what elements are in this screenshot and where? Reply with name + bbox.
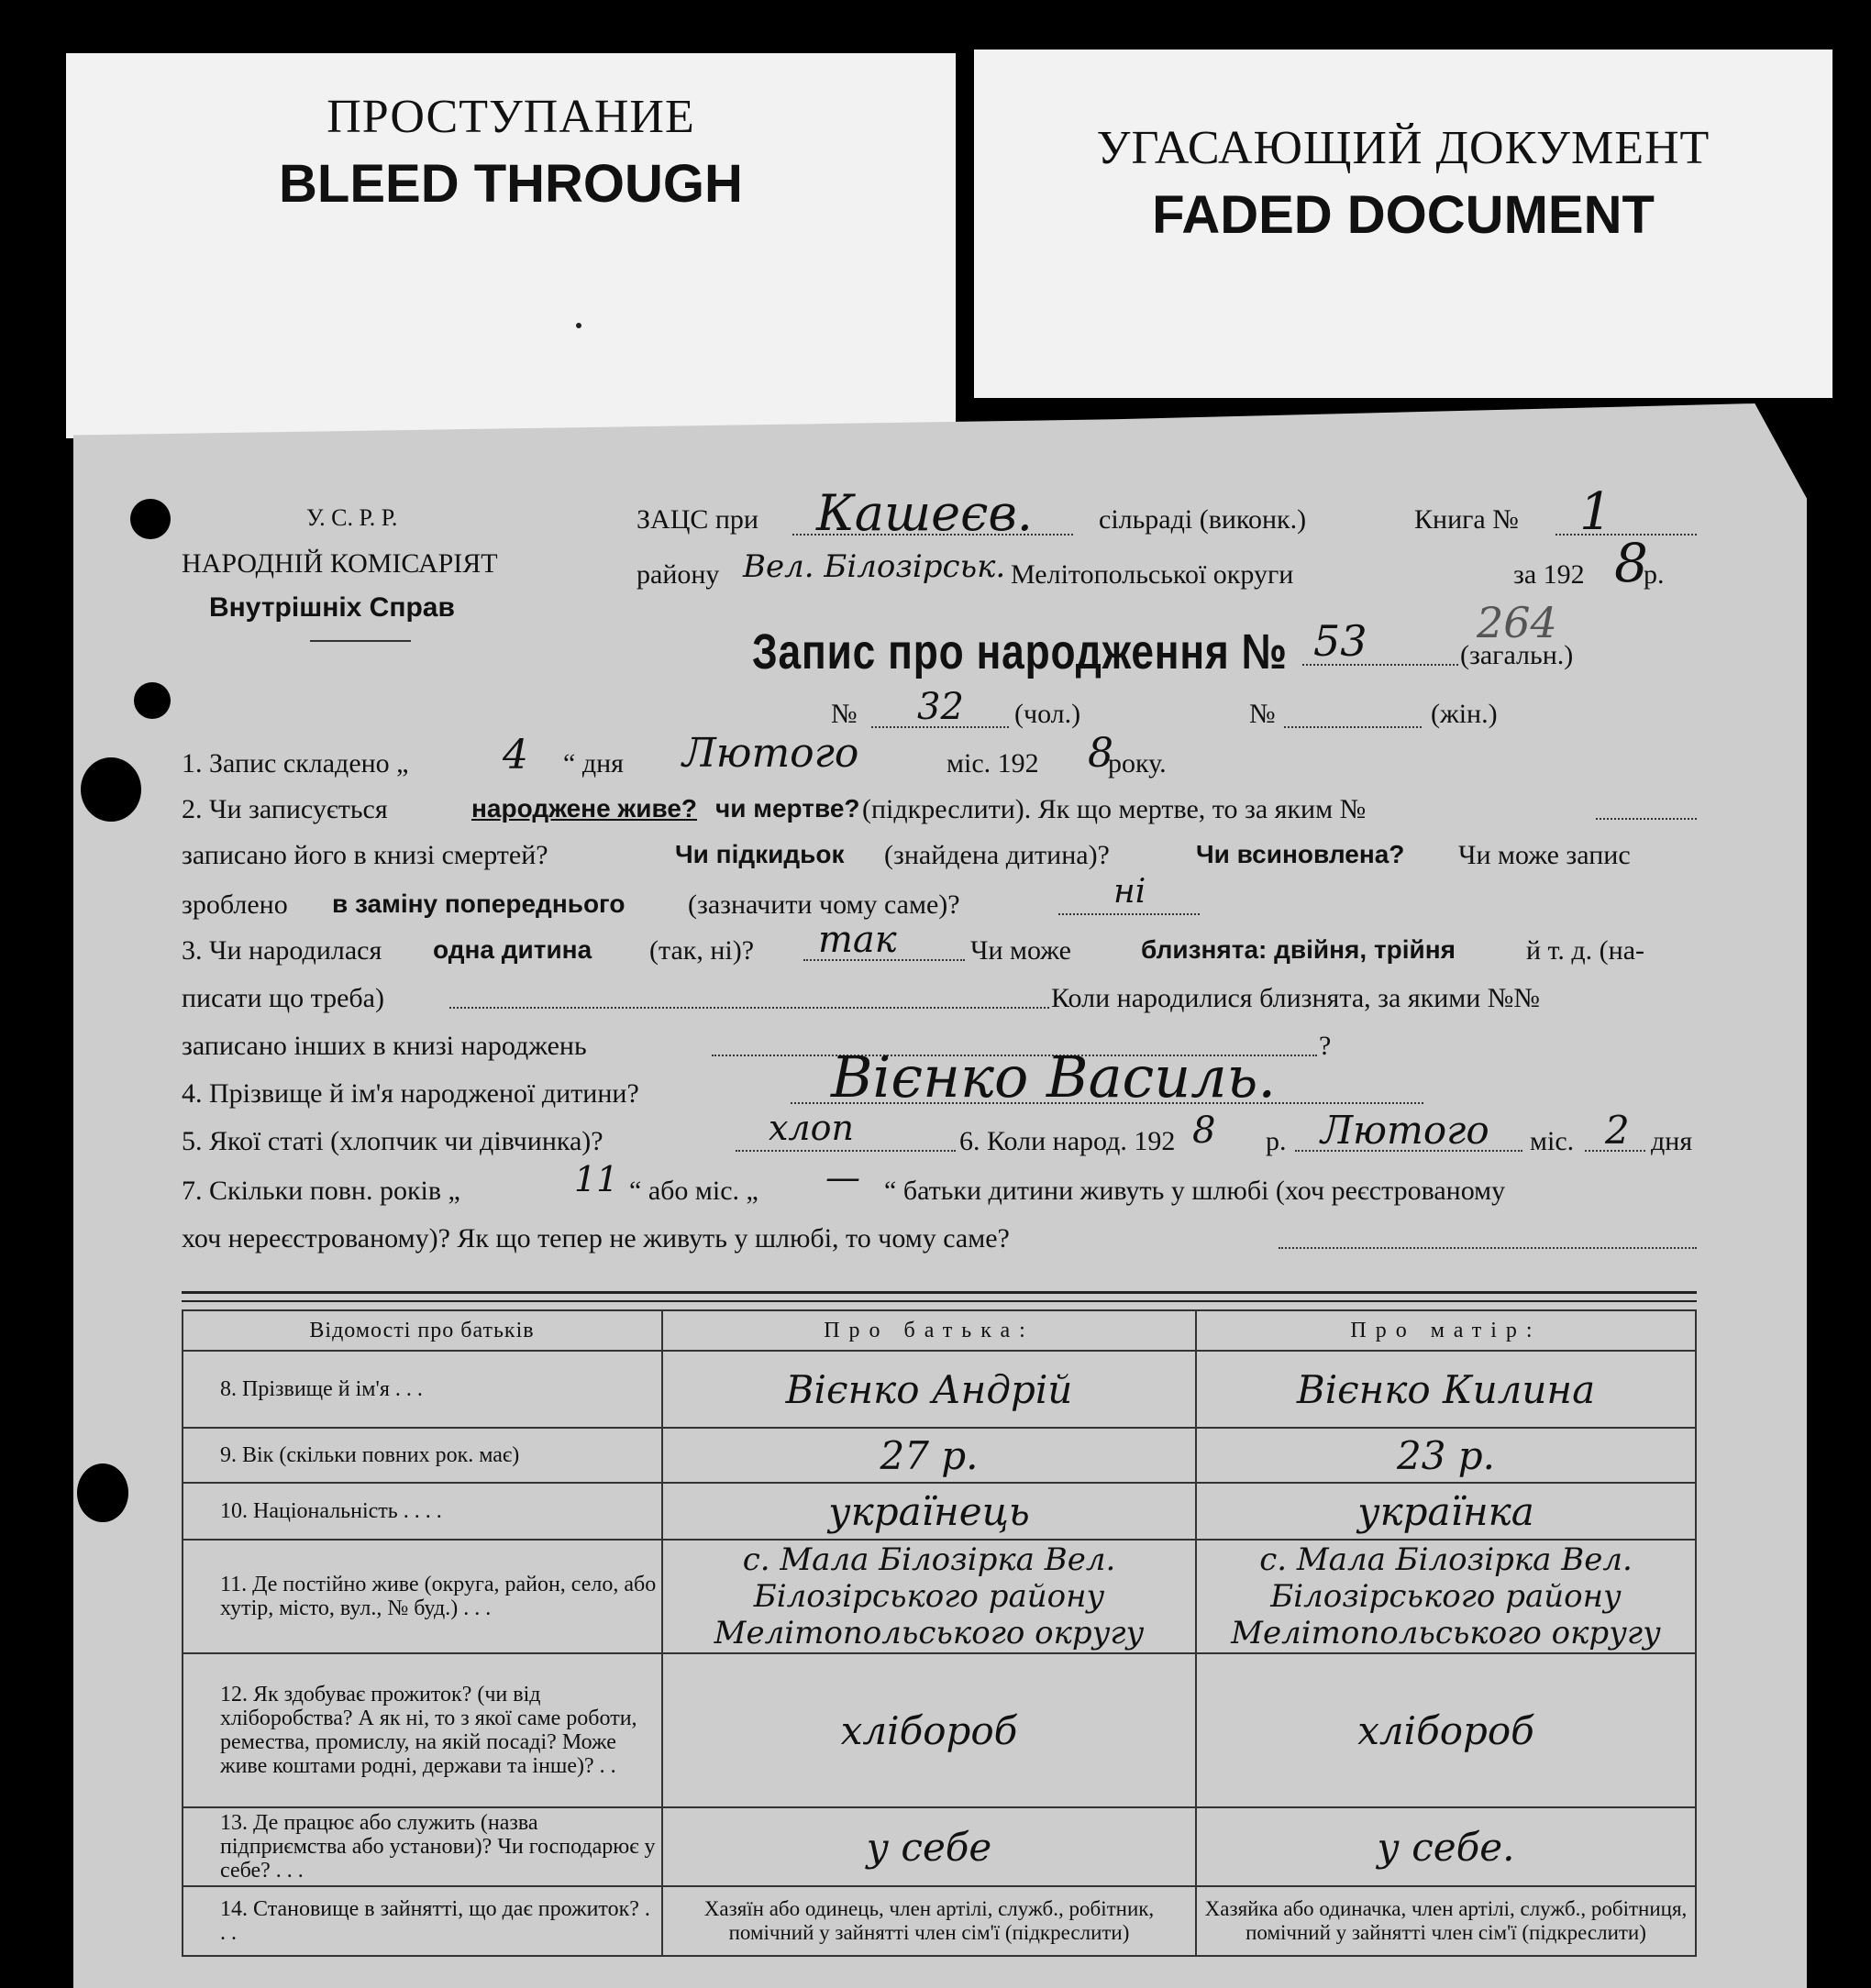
year-label: за 192	[1513, 559, 1585, 590]
zags-village-line	[792, 534, 1073, 536]
section-divider	[182, 1291, 1697, 1294]
q6-year-hand: 8	[1192, 1110, 1216, 1152]
q7-years-hand: 11	[574, 1159, 619, 1199]
faded-document-label-card	[974, 50, 1832, 398]
q7-reason-line	[1279, 1247, 1697, 1249]
table-row	[183, 1653, 1696, 1807]
mother-value: у себе.	[1196, 1807, 1696, 1886]
q4-name-line	[791, 1102, 1423, 1104]
bleed-through-label-en: BLEED THROUGH	[279, 154, 743, 214]
q3-l3-end: ?	[1319, 1031, 1332, 1061]
q3-l2-b: Коли народилися близнята, за якими №№	[1051, 983, 1541, 1013]
mother-value: хлібороб	[1196, 1653, 1696, 1807]
q5-sex-line	[736, 1150, 956, 1152]
mother-value: українка	[1196, 1483, 1696, 1540]
male-number-hand: 32	[917, 686, 964, 728]
q1-year-hand: 8	[1088, 730, 1113, 777]
q2-l2-e: Чи може запис	[1458, 840, 1631, 870]
q3-l1-d: Чи може	[970, 935, 1071, 966]
col-header-info: Відомості про батьків	[183, 1310, 662, 1351]
q5-sex-hand: хлоп	[769, 1108, 854, 1148]
punch-hole	[130, 499, 171, 539]
q2-l2-c: (знайдена дитина)?	[884, 840, 1110, 870]
zags-prefix: ЗАЦС при	[637, 504, 758, 535]
male-label: (чол.)	[1014, 699, 1081, 729]
q2-l2-b: Чи підкидьок	[675, 840, 845, 868]
table-row	[183, 1428, 1696, 1483]
q2-l1-a: 2. Чи записується	[182, 794, 388, 824]
q3-l3: записано інших в книзі народжень	[182, 1031, 587, 1061]
q6-month-hand: Лютого	[1321, 1108, 1489, 1153]
q1-month-hand: Лютого	[682, 730, 859, 777]
district-prefix: району	[637, 559, 720, 590]
general-label: (загальн.)	[1460, 640, 1574, 670]
punch-hole	[134, 682, 171, 719]
col-header-father: Про батька:	[662, 1310, 1196, 1351]
female-number-line	[1284, 726, 1422, 728]
q1-text-c: міс. 192	[947, 748, 1039, 779]
section-divider	[182, 1300, 1697, 1302]
q2-answer-hand: ні	[1113, 873, 1146, 911]
q3-l1-c: (так, ні)?	[649, 935, 755, 966]
district-suffix: Мелітопольської округи	[1011, 559, 1294, 590]
mother-value: 23 р.	[1196, 1428, 1696, 1483]
district-hand: Вел. Білозірськ.	[743, 548, 1006, 585]
q6-text-c: міс.	[1530, 1126, 1575, 1156]
q2-death-no-line	[1596, 818, 1697, 820]
q1-text-a: 1. Запис складено „	[182, 748, 409, 779]
punch-hole	[77, 1463, 128, 1522]
mother-value: с. Мала Білозірка Вел. Білозірського району Мелітопольського округу	[1196, 1540, 1696, 1653]
row-label: 13. Де працює або служить (назва підприємства або установи)? Чи господарює у себе? . . .	[183, 1807, 662, 1886]
q1-text-b: “ дня	[563, 748, 624, 779]
faded-document-label-en: FADED DOCUMENT	[1152, 185, 1655, 245]
year-suffix: р.	[1644, 559, 1665, 590]
q2-l1-c: чи мертве?	[715, 794, 860, 823]
org-line-internal-affairs: Внутрішніх Справ	[209, 592, 455, 623]
q2-l1-d: (підкреслити). Як що мертве, то за яким №	[862, 794, 1367, 824]
org-line-commissariat: НАРОДНІЙ КОМІСАРІЯТ	[182, 548, 498, 579]
q3-l1-b: одна дитина	[433, 935, 592, 964]
q3-l1-a: 3. Чи народилася	[182, 935, 382, 966]
q3-l1-e: близнята: двійня, трійня	[1141, 935, 1456, 964]
mother-value: Хазяйка або одиначка, член артілі, служб., робітниця, помічний у зайнятті член сім'ї (підкреслити)	[1196, 1886, 1696, 1956]
card-speck	[576, 323, 581, 328]
q3-twins-line	[449, 1007, 1049, 1009]
org-line-ussr: У. С. Р. Р.	[306, 504, 398, 531]
q2-l3-c: (зазначити чому саме)?	[688, 889, 960, 920]
q3-l1-f: й т. д. (на-	[1526, 935, 1645, 966]
record-number-line	[1302, 664, 1458, 666]
father-value: хлібороб	[662, 1653, 1196, 1807]
q2-l2-d: Чи всиновлена?	[1196, 840, 1405, 868]
father-value: українець	[662, 1483, 1196, 1540]
row-label: 8. Прізвище й ім'я . . .	[183, 1351, 662, 1428]
row-label: 9. Вік (скільки повних рок. має)	[183, 1428, 662, 1483]
table-row	[183, 1807, 1696, 1886]
q7-l1-b: “ або міс. „	[629, 1176, 758, 1206]
q2-l3-a: зроблено	[182, 889, 288, 920]
q2-l1-b: народжене живе?	[471, 794, 697, 823]
table-row	[183, 1540, 1696, 1653]
q7-l1-c: “ батьки дитини живуть у шлюбі (хоч реєстрованому	[884, 1176, 1506, 1206]
q3-answer-line	[803, 959, 965, 961]
mother-value: Вієнко Килина	[1196, 1351, 1696, 1428]
book-label: Книга №	[1414, 504, 1519, 535]
male-no-label: №	[831, 699, 858, 729]
q6-text-b: р.	[1266, 1126, 1287, 1156]
record-title: Запис про народження №	[752, 624, 1288, 679]
q6-day-line	[1585, 1150, 1645, 1152]
row-label: 10. Національність . . . .	[183, 1483, 662, 1540]
bleed-through-label-card	[66, 53, 956, 438]
q3-answer-hand: так	[818, 919, 897, 961]
father-value: 27 р.	[662, 1428, 1196, 1483]
q7-l2: хоч нереєстрованому)? Як що тепер не живуть у шлюбі, то чому саме?	[182, 1223, 1010, 1254]
margin-note-hand: 264	[1477, 598, 1557, 647]
female-label: (жін.)	[1431, 699, 1498, 729]
q4-child-name-hand: Вієнко Василь.	[831, 1044, 1277, 1110]
row-label: 11. Де постійно живе (округа, район, село, або хутір, місто, вул., № буд.) . . .	[183, 1540, 662, 1653]
q7-months-hand: —	[825, 1157, 860, 1198]
table-row	[183, 1351, 1696, 1428]
q2-l2-a: записано його в книзі смертей?	[182, 840, 548, 870]
org-underline	[310, 640, 411, 642]
father-value: Хазяїн або одинець, член артілі, служб., робітник, помічний у зайнятті член сім'ї (підкреслити)	[662, 1886, 1196, 1956]
book-number-hand: 1	[1579, 482, 1612, 542]
q1-day-hand: 4	[503, 732, 528, 779]
father-value: с. Мала Білозірка Вел. Білозірського району Мелітопольського округу	[662, 1540, 1196, 1653]
zags-suffix: сільраді (виконк.)	[1099, 504, 1307, 535]
male-number-line	[871, 726, 1009, 728]
q3-l2-a: писати що треба)	[182, 983, 384, 1013]
q6-month-line	[1295, 1150, 1522, 1152]
female-no-label: №	[1249, 699, 1276, 729]
q2-l3-b: в заміну попереднього	[332, 889, 626, 918]
col-header-mother: Про матір:	[1196, 1310, 1696, 1351]
bleed-through-label-ru: ПРОСТУПАНИЕ	[327, 91, 695, 143]
parents-table	[182, 1309, 1697, 1957]
q7-l1-a: 7. Скільки повн. років „	[182, 1176, 460, 1206]
q1-text-d: року.	[1108, 748, 1167, 779]
record-number-hand: 53	[1313, 616, 1367, 666]
q6-text-d: дня	[1651, 1126, 1693, 1156]
table-row	[183, 1886, 1696, 1956]
q4-text: 4. Прізвище й ім'я народженої дитини?	[182, 1078, 639, 1109]
faded-document-label-ru: УГАСАЮЩИЙ ДОКУМЕНТ	[1096, 122, 1710, 174]
row-label: 14. Становище в зайнятті, що дає прожиток? . . .	[183, 1886, 662, 1956]
q6-day-hand: 2	[1605, 1108, 1630, 1153]
q6-text-a: 6. Коли народ. 192	[959, 1126, 1176, 1156]
father-value: у себе	[662, 1807, 1196, 1886]
father-value: Вієнко Андрій	[662, 1351, 1196, 1428]
table-header-row	[183, 1310, 1696, 1351]
zags-village-hand: Кашеєв.	[816, 484, 1033, 542]
table-row	[183, 1483, 1696, 1540]
q2-replace-line	[1058, 913, 1200, 915]
year-hand: 8	[1614, 532, 1648, 594]
row-label: 12. Як здобуває прожиток? (чи від хліборобства? А як ні, то з якої саме роботи, ремества, промислу, на якій посаді? Може живе коштами родні, держави та інше)? . .	[183, 1653, 662, 1807]
punch-hole	[81, 757, 141, 822]
q5-text: 5. Якої статі (хлопчик чи дівчинка)?	[182, 1126, 603, 1156]
